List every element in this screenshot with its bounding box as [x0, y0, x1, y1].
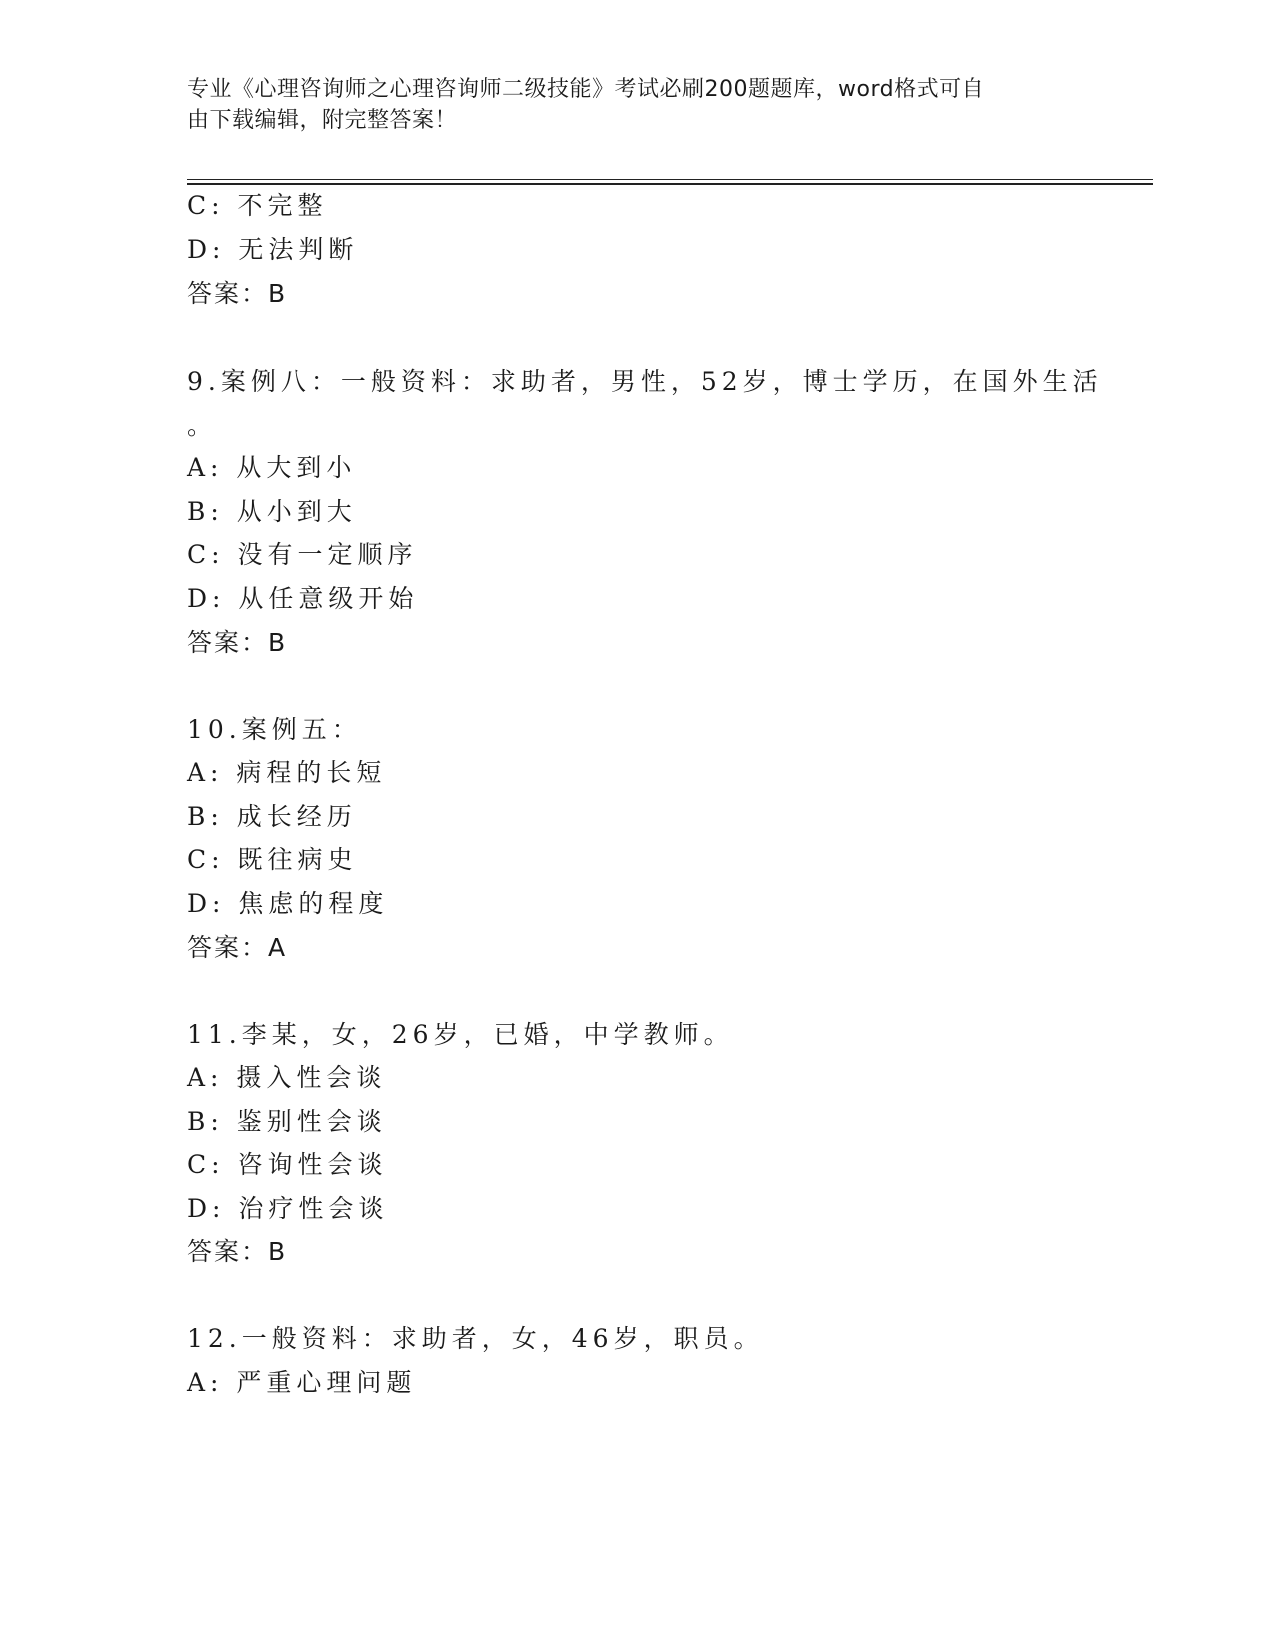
question-9-option-d: D: 从任意级开始 [187, 584, 419, 613]
question-10-option-d: D: 焦虑的程度 [187, 889, 389, 918]
question-11-option-a: A: 摄入性会谈 [187, 1063, 387, 1092]
question-9-option-a: A: 从大到小 [187, 453, 357, 482]
question-11-answer: 答案：B [187, 1237, 288, 1266]
question-9-answer: 答案：B [187, 628, 288, 657]
prev-option-c: C: 不完整 [187, 191, 328, 220]
document-header [187, 74, 1087, 136]
question-9-stem: 9.案例八：一般资料：求助者，男性，52岁，博士学历，在国外生活 [187, 367, 1103, 396]
header-divider-thick [187, 183, 1153, 185]
question-11-option-b: B: 鉴别性会谈 [187, 1107, 387, 1136]
question-12-stem: 12.一般资料：求助者，女，46岁，职员。 [187, 1324, 764, 1353]
prev-option-d: D: 无法判断 [187, 235, 359, 264]
question-9-option-b: B: 从小到大 [187, 497, 357, 526]
question-11-option-c: C: 咨询性会谈 [187, 1150, 388, 1179]
header-line-2: 由下载编辑，附完整答案！ [187, 108, 458, 133]
question-11-option-d: D: 治疗性会谈 [187, 1194, 389, 1223]
question-10-option-c: C: 既往病史 [187, 845, 358, 874]
question-9-option-c: C: 没有一定顺序 [187, 540, 418, 569]
header-line-1: 专业《心理咨询师之心理咨询师二级技能》考试必刷200题题库，word格式可自 [187, 77, 985, 102]
prev-answer: 答案：B [187, 279, 288, 308]
question-10-option-b: B: 成长经历 [187, 802, 357, 831]
question-10-option-a: A: 病程的长短 [187, 758, 387, 787]
question-10-answer: 答案：A [187, 933, 288, 962]
question-11-stem: 11.李某，女，26岁，已婚，中学教师。 [187, 1020, 734, 1049]
header-divider-thin [187, 179, 1153, 180]
question-9-stem-cont: 。 [187, 411, 218, 440]
question-10-stem: 10.案例五： [187, 715, 362, 744]
question-12-option-a: A: 严重心理问题 [187, 1368, 417, 1397]
